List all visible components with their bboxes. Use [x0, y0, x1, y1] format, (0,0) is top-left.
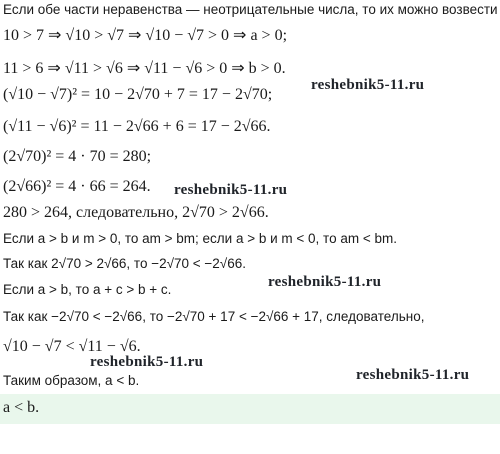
math-line-4: (√11 − √6)² = 11 − 2√66 + 6 = 17 − 2√66. — [3, 118, 271, 135]
math-line-1: 10 > 7 ⇒ √10 > √7 ⇒ √10 − √7 > 0 ⇒ a > 0; — [3, 27, 288, 44]
watermark-4: reshebnik5-11.ru — [90, 354, 204, 370]
watermark-5: reshebnik5-11.ru — [356, 367, 470, 383]
math-line-8: √10 − √7 < √11 − √6. — [3, 338, 141, 355]
math-line-3: (√10 − √7)² = 10 − 2√70 + 7 = 17 − 2√70; — [3, 86, 273, 103]
rule-line-4: Так как −2√70 < −2√66, то −2√70 + 17 < −2√66 + 17, следовательно, — [3, 309, 425, 324]
math-line-5: (2√70)² = 4 · 70 = 280; — [3, 148, 152, 165]
watermark-1: reshebnik5-11.ru — [311, 77, 425, 93]
rule-line-1: Если a > b и m > 0, то am > bm; если a > b и m < 0, то am < bm. — [3, 231, 397, 246]
math-line-7: 280 > 264, следовательно, 2√70 > 2√66. — [3, 204, 269, 221]
math-line-2: 11 > 6 ⇒ √11 > √6 ⇒ √11 − √6 > 0 ⇒ b > 0. — [3, 60, 286, 77]
rule-line-2: Так как 2√70 > 2√66, то −2√70 < −2√66. — [3, 256, 246, 271]
rule-line-3: Если a > b, то a + c > b + c. — [3, 282, 172, 297]
watermark-3: reshebnik5-11.ru — [268, 274, 382, 290]
intro-text: Если обе части неравенства — неотрицательные числа, то их можно возвести — [3, 2, 498, 17]
answer-text: a < b. — [3, 399, 40, 416]
answer-box — [0, 394, 500, 424]
conclusion-line: Таким образом, a < b. — [3, 373, 140, 388]
math-line-6: (2√66)² = 4 · 66 = 264. — [3, 178, 151, 195]
watermark-2: reshebnik5-11.ru — [174, 182, 288, 198]
